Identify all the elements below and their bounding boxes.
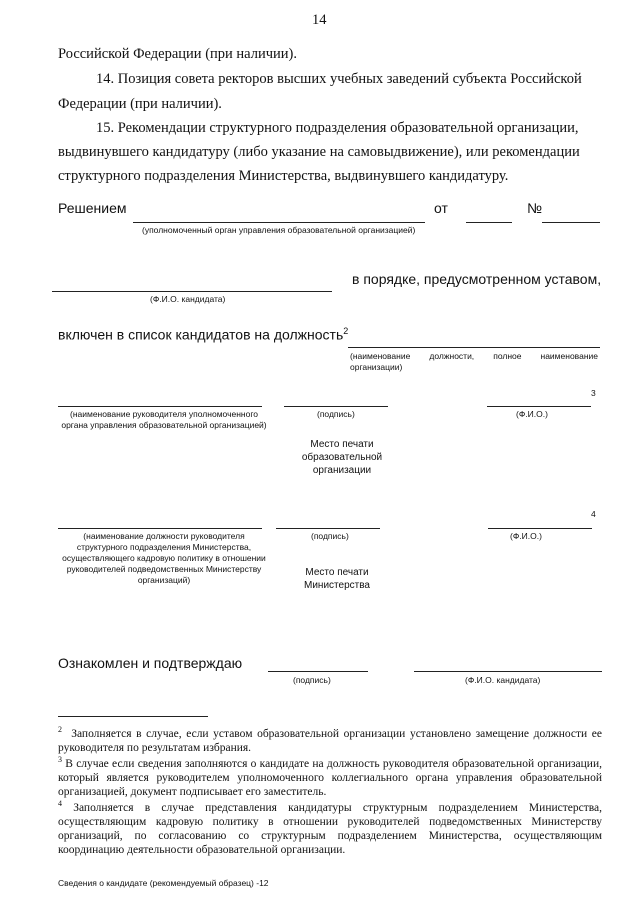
item-15-line-3: структурного подразделения Министерства, выдвинувшего кандидатуру. bbox=[58, 168, 509, 184]
footnote-separator bbox=[58, 716, 208, 717]
candidate-name-line bbox=[52, 291, 332, 292]
order-text: в порядке, предусмотренном уставом, bbox=[352, 271, 602, 287]
head-line bbox=[58, 406, 262, 407]
acquainted-label: Ознакомлен и подтверждаю bbox=[58, 655, 243, 671]
fio-line-2 bbox=[488, 528, 592, 529]
footnote-2-number: 2 bbox=[58, 725, 62, 734]
authority-caption: (уполномоченный орган управления образовательной организацией) bbox=[142, 225, 416, 235]
footnote-3 bbox=[58, 753, 602, 799]
from-label: от bbox=[434, 200, 448, 216]
ministry-head-line bbox=[58, 528, 262, 529]
footnote-3-text: В случае если сведения заполняются о кандидате на должность руководителя образовательной организации, который является руководителем уполномоченного коллегиального органа управления образовательной организацией, документ подписывает его заместитель. bbox=[58, 757, 602, 798]
authority-line bbox=[133, 222, 425, 223]
fio-caption-2: (Ф.И.О.) bbox=[510, 531, 542, 541]
seal-ministry: Место печати Министерства bbox=[304, 567, 370, 591]
footnote-2-text: Заполняется в случае, если уставом образовательной организации установлено замещение должности ее руководителя по результатам избрания. bbox=[58, 727, 603, 754]
footnote-4-number: 4 bbox=[58, 799, 62, 808]
item-14-line-2: Федерации (при наличии). bbox=[58, 96, 222, 112]
candidate-fio-caption: (Ф.И.О. кандидата) bbox=[465, 675, 541, 685]
footnote-ref-2: 2 bbox=[343, 326, 349, 336]
item-14-line-1: 14. Позиция совета ректоров высших учебных заведений субъекта Российской bbox=[96, 71, 582, 87]
included-text bbox=[58, 326, 348, 343]
candidate-fio-line bbox=[414, 671, 602, 672]
signature-caption-3: (подпись) bbox=[293, 675, 331, 685]
footnote-ref-4: 4 bbox=[591, 509, 596, 519]
item-15-line-2: выдвинувшего кандидатуру (либо указание на самовыдвижение), или рекомендации bbox=[58, 144, 580, 160]
seal-organization: Место печати образовательной организации bbox=[301, 439, 383, 476]
date-line bbox=[466, 222, 512, 223]
number-label: № bbox=[527, 200, 543, 216]
fio-line-1 bbox=[487, 406, 591, 407]
head-caption: (наименование руководителя уполномоченного органа управления образовательной организацией) bbox=[61, 409, 267, 430]
decision-label: Решением bbox=[58, 200, 127, 216]
item-13-tail: Российской Федерации (при наличии). bbox=[58, 46, 297, 62]
footnote-4 bbox=[58, 797, 602, 857]
footnote-4-text: Заполняется в случае представления кандидатуры структурным подразделением Министерства, осуществляющим кадровую политику в отношении руководителей подведомственных Министерству организаций, по согласованию со структурным подразделением Министерства, осуществляющим координацию деятельности образовательной организации. bbox=[58, 801, 602, 856]
footnote-ref-3: 3 bbox=[591, 388, 596, 398]
signature-line-1 bbox=[284, 406, 388, 407]
page-number: 14 bbox=[312, 12, 327, 28]
candidate-name-caption: (Ф.И.О. кандидата) bbox=[150, 294, 226, 304]
footnote-3-number: 3 bbox=[58, 755, 62, 764]
ministry-caption: (наименование должности руководителя структурного подразделения Министерства, осуществляющего кадровую политику в отношении руководителей подведомственных Министерству организаций) bbox=[62, 531, 266, 585]
included-text-label: включен в список кандидатов на должность bbox=[58, 326, 344, 343]
fio-caption-1: (Ф.И.О.) bbox=[516, 409, 548, 419]
number-line bbox=[542, 222, 600, 223]
position-caption-2: организации) bbox=[350, 362, 403, 372]
item-15-line-1: 15. Рекомендации структурного подразделения образовательной организации, bbox=[96, 120, 579, 136]
signature-caption-1: (подпись) bbox=[317, 409, 355, 419]
signature-line-2 bbox=[276, 528, 380, 529]
position-line bbox=[348, 347, 600, 348]
signature-caption-2: (подпись) bbox=[311, 531, 349, 541]
position-caption-1: (наименование должности, полное наименование bbox=[350, 351, 598, 361]
signature-line-3 bbox=[268, 671, 368, 672]
page-footer: Сведения о кандидате (рекомендуемый образец) -12 bbox=[58, 878, 269, 888]
footnote-2 bbox=[58, 723, 602, 755]
